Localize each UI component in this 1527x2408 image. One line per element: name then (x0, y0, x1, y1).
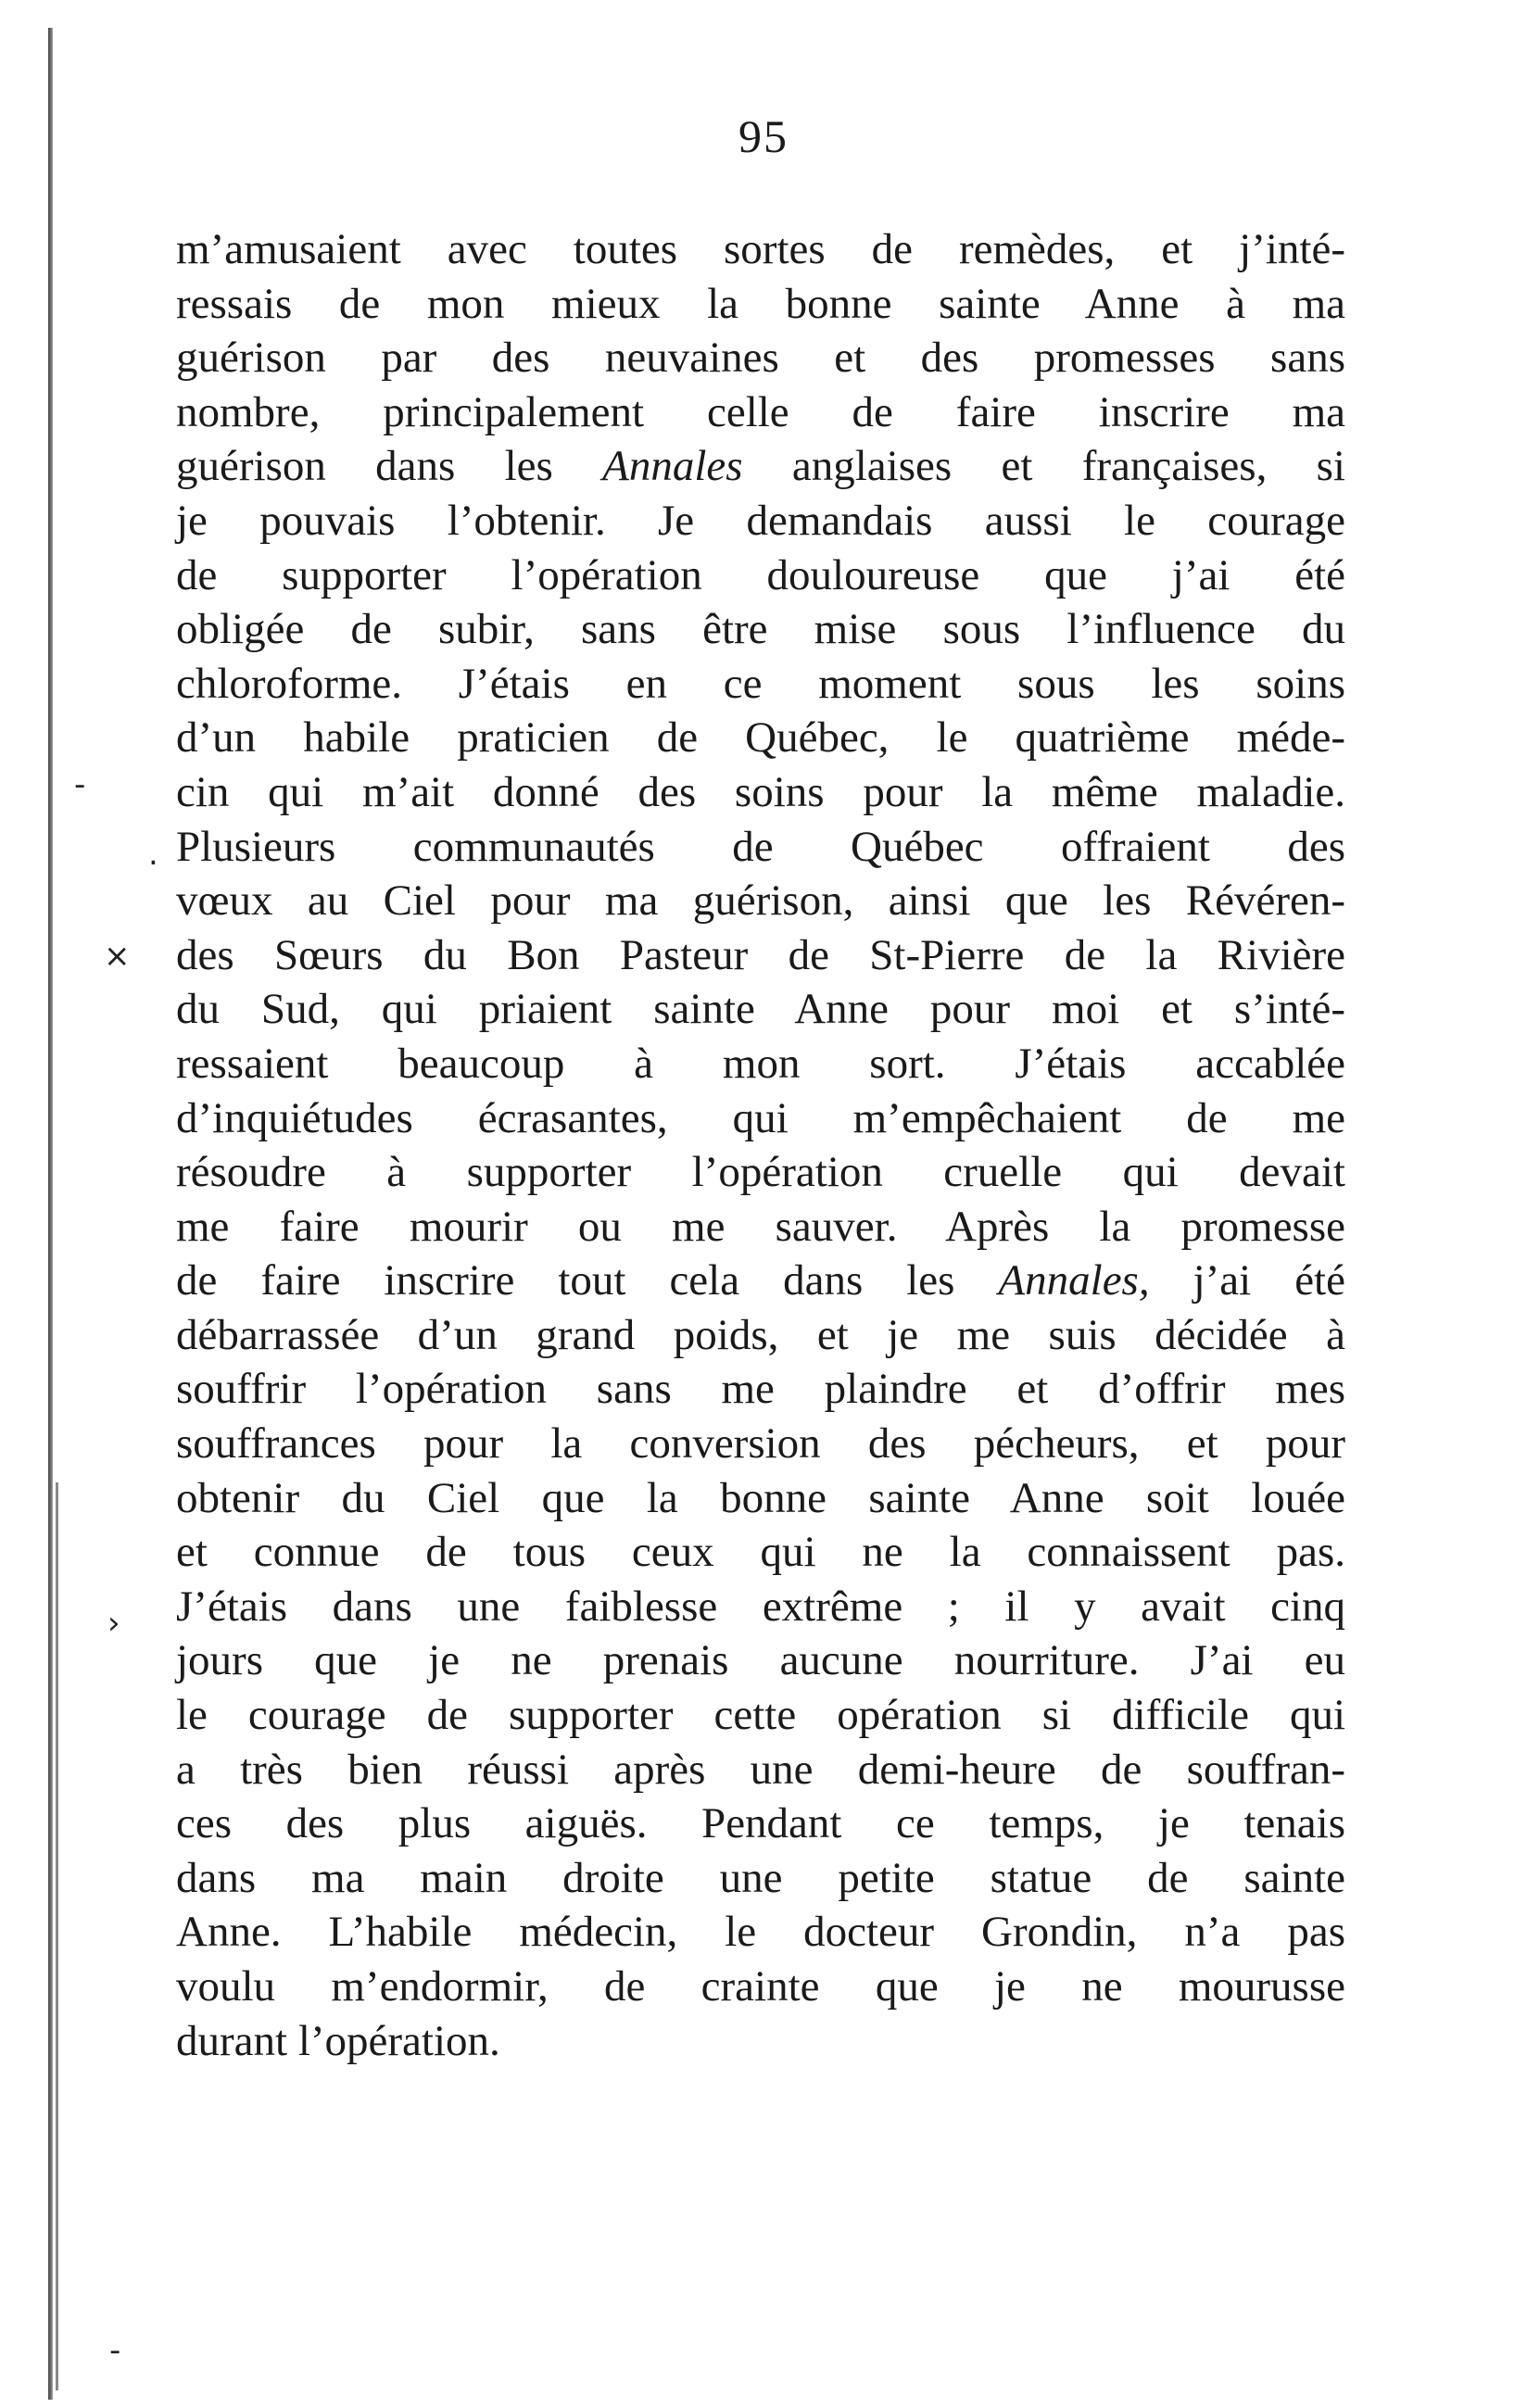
text-line: souffrances pour la conversion des pécheurs, et pour (176, 1419, 1345, 1469)
body-text (176, 222, 1345, 2068)
text-line: obtenir du Ciel que la bonne sainte Anne soit louée (176, 1473, 1345, 1522)
text-line: d’un habile praticien de Québec, le quatrième méde- (176, 713, 1345, 763)
text-line: ces des plus aiguës. Pendant ce temps, je tenais (176, 1799, 1345, 1848)
italic-title: Annales (602, 442, 743, 491)
text-line: obligée de subir, sans être mise sous l’influence du (176, 605, 1345, 654)
text-line: je pouvais l’obtenir. Je demandais aussi le courage (176, 496, 1345, 545)
italic-title: Annales, (998, 1256, 1150, 1305)
text-line: jours que je ne prenais aucune nourriture. J’ai eu (176, 1636, 1345, 1685)
page-number: 95 (738, 110, 789, 162)
text-line: J’étais dans une faiblesse extrême ; il y avait cinq (176, 1582, 1345, 1631)
text-line: chloroforme. J’étais en ce moment sous les soins (176, 659, 1345, 708)
text-line: durant l’opération. (176, 2016, 500, 2065)
text-line: le courage de supporter cette opération si difficile qui (176, 1691, 1345, 1740)
text-line: dans ma main droite une petite statue de sainte (176, 1853, 1345, 1902)
text-line: me faire mourir ou me sauver. Après la promesse (176, 1202, 1345, 1251)
text-line: du Sud, qui priaient sainte Anne pour moi et s’inté- (176, 985, 1345, 1034)
text-segment: de faire inscrire tout cela dans les (176, 1256, 999, 1305)
text-line: ressaient beaucoup à mon sort. J’étais accablée (176, 1039, 1345, 1088)
text-line: cin qui m’ait donné des soins pour la même maladie. (176, 767, 1345, 816)
text-line: et connue de tous ceux qui ne la connaissent pas. (176, 1528, 1345, 1577)
text-line: de supporter l’opération douloureuse que j’ai été (176, 550, 1345, 599)
text-segment: guérison dans les (176, 442, 603, 491)
text-line: a très bien réussi après une demi-heure de souffran- (176, 1745, 1345, 1794)
text-line: ressais de mon mieux la bonne sainte Anne à ma (176, 279, 1345, 328)
text-line: souffrir l’opération sans me plaindre et d’offrir mes (176, 1365, 1345, 1414)
text-line (176, 439, 1345, 494)
binding-shadow (56, 1482, 58, 2390)
text-line (176, 1254, 1345, 1308)
margin-mark-dot: . (148, 836, 158, 873)
text-line: voulu m’endormir, de crainte que je ne mourusse (176, 1962, 1345, 2011)
margin-mark-dash: - (74, 766, 86, 803)
text-line: débarrassée d’un grand poids, et je me suis décidée à (176, 1310, 1345, 1359)
text-line: Anne. L’habile médecin, le docteur Grondin, n’a pas (176, 1908, 1345, 1957)
binding-edge (48, 28, 53, 2400)
text-line: résoudre à supporter l’opération cruelle qui devait (176, 1148, 1345, 1197)
text-segment: anglaises et françaises, si (742, 442, 1345, 491)
margin-mark-tick: ⨯ (104, 938, 131, 975)
text-line: nombre, principalement celle de faire inscrire ma (176, 387, 1345, 436)
margin-mark-dash-bottom: - (109, 2332, 121, 2369)
margin-mark-arrow: › (107, 1605, 120, 1642)
text-line: Plusieurs communautés de Québec offraient des (176, 822, 1345, 871)
text-segment: j’ai été (1149, 1256, 1345, 1305)
text-line: m’amusaient avec toutes sortes de remèdes, et j’inté- (176, 225, 1345, 273)
text-line: d’inquiétudes écrasantes, qui m’empêchaient de me (176, 1093, 1345, 1142)
text-line: guérison par des neuvaines et des promesses sans (176, 334, 1345, 383)
text-line: des Sœurs du Bon Pasteur de St-Pierre de la Rivière (176, 930, 1345, 979)
text-line: vœux au Ciel pour ma guérison, ainsi que les Révéren- (176, 876, 1345, 926)
